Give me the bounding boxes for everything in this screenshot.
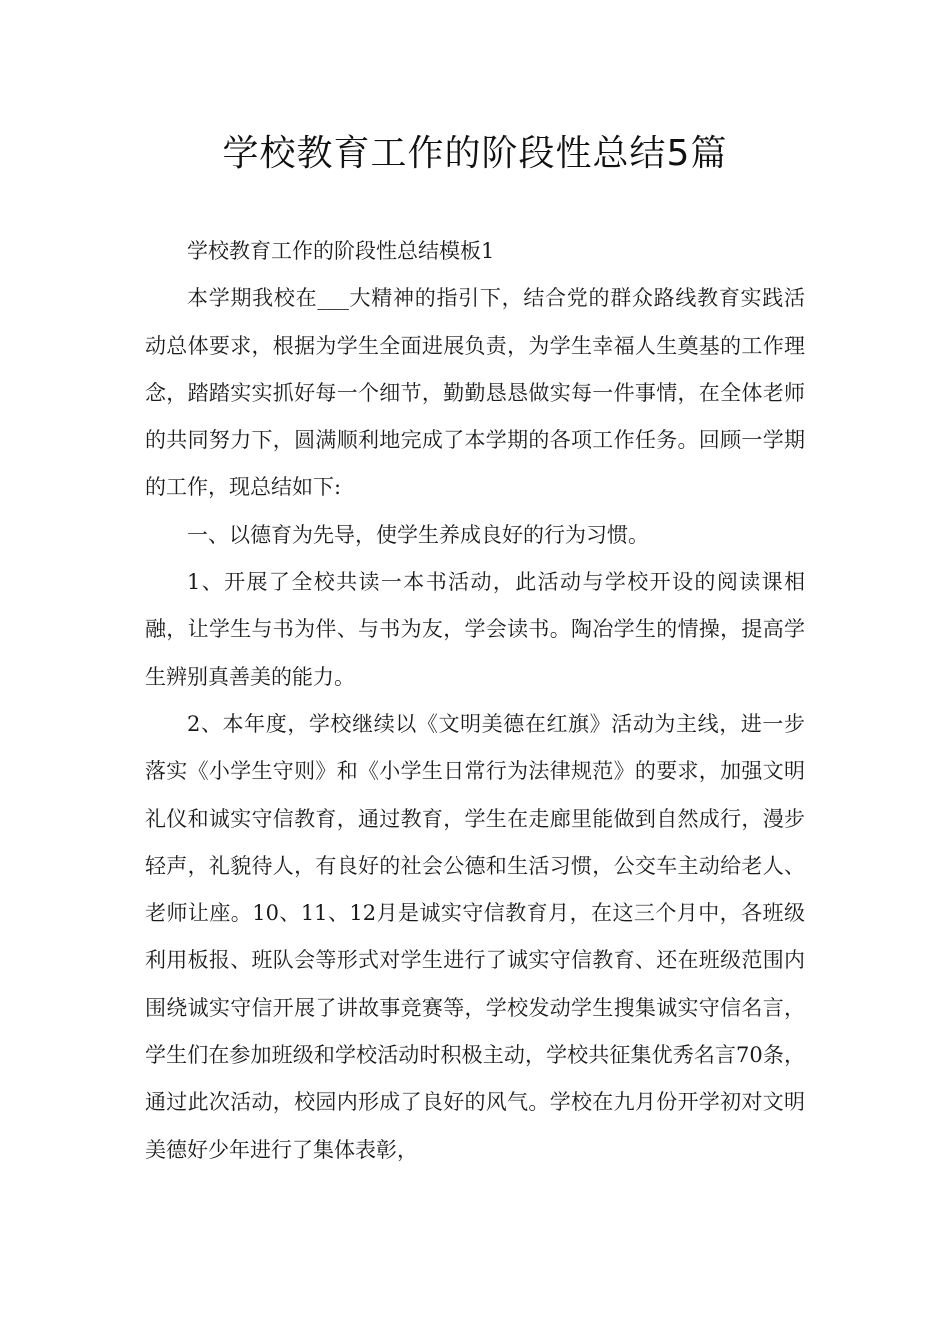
intro-paragraph: 本学期我校在___大精神的指引下，结合党的群众路线教育实践活动总体要求，根据为学生全面进展负责，为学生幸福人生奠基的工作理念，踏踏实实抓好每一个细节，勤勤恳恳做实每一件事情，在全体老师的共同努力下，圆满顺利地完成了本学期的各项工作任务。回顾一学期的工作，现总结如下:: [145, 286, 805, 500]
document-body: [145, 228, 805, 1174]
section-heading-moral-education: 一、以德育为先导，使学生养成良好的行为习惯。: [187, 522, 649, 547]
document-title: 学校教育工作的阶段性总结5篇: [222, 133, 728, 174]
subheading-template-1: 学校教育工作的阶段性总结模板1: [187, 239, 495, 263]
paragraph-item-2: 2、本年度，学校继续以《文明美德在红旗》活动为主线，进一步落实《小学生守则》和《小学生日常行为法律规范》的要求，加强文明礼仪和诚实守信教育，通过教育，学生在走廊里能做到自然成行，漫步轻声，礼貌待人，有良好的社会公德和生活习惯，公交车主动给老人、老师让座。10、11、12月是诚实守信教育月，在这三个月中，各班级利用板报、班队会等形式对学生进行了诚实守信教育、还在班级范围内围绕诚实守信开展了讲故事竞赛等，学校发动学生搜集诚实守信名言，学生们在参加班级和学校活动时积极主动，学校共征集优秀名言70条，通过此次活动，校园内形成了良好的风气。学校在九月份开学初对文明美德好少年进行了集体表彰，: [145, 711, 805, 1162]
paragraph-item-1: 1、开展了全校共读一本书活动，此活动与学校开设的阅读课相融，让学生与书为伴、与书为友，学会读书。陶冶学生的情操，提高学生辨别真善美的能力。: [145, 570, 805, 689]
